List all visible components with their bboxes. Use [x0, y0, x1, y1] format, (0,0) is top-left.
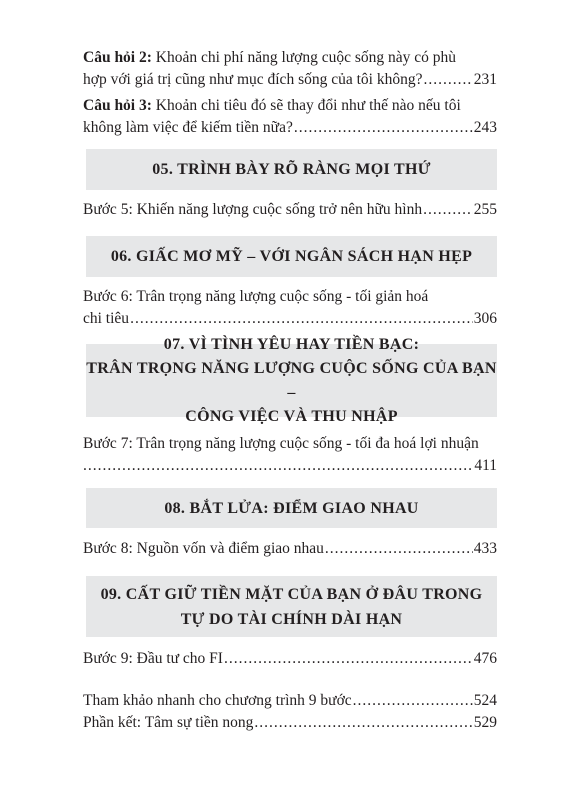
entry-text: không làm việc để kiếm tiền nữa?: [83, 119, 293, 136]
toc-entry-epilogue[interactable]: [83, 712, 497, 734]
page-number: 243: [473, 119, 497, 136]
entry-line: Bước 6: Trân trọng năng lượng cuộc sống - tối giản hoá: [83, 288, 429, 305]
page-number: 529: [473, 714, 497, 731]
entry-line: [83, 95, 497, 117]
section-title: 05. TRÌNH BÀY RÕ RÀNG MỌI THỨ: [152, 161, 431, 178]
entry-text: Phần kết: Tâm sự tiền nong: [83, 714, 254, 731]
section-heading-06: [86, 236, 497, 277]
page-number: 306: [473, 310, 497, 327]
dot-leader: [224, 648, 473, 670]
dot-leader: [325, 538, 473, 560]
entry-line: [83, 712, 497, 734]
section-title: 09. CẤT GIỮ TIỀN MẶT CỦA BẠN Ở ĐÂU TRONG: [100, 585, 483, 603]
entry-line: [83, 690, 497, 712]
entry-line: Bước 7: Trân trọng năng lượng cuộc sống - tối đa hoá lợi nhuận: [83, 435, 479, 452]
entry-text: Bước 8: Nguồn vốn và điểm giao nhau: [83, 540, 324, 557]
dot-leader: [353, 690, 473, 712]
section-title: CÔNG VIỆC VÀ THU NHẬP: [185, 407, 398, 425]
section-heading-08: [86, 488, 497, 528]
entry-line: [83, 117, 497, 139]
entry-line: [83, 199, 497, 221]
section-title: TRÂN TRỌNG NĂNG LƯỢNG CUỘC SỐNG CỦA BẠN –: [86, 359, 497, 401]
toc-entry-question-2[interactable]: [83, 47, 497, 91]
section-heading-09: [86, 576, 497, 637]
entry-line: [83, 69, 497, 91]
entry-line: [83, 538, 497, 560]
entry-line: [83, 308, 497, 330]
entry-text: chi tiêu: [83, 310, 130, 327]
toc-entry-question-3[interactable]: [83, 95, 497, 139]
section-title: 06. GIẤC MƠ MỸ – VỚI NGÂN SÁCH HẠN HẸP: [110, 248, 473, 265]
entry-text: Bước 5: Khiến năng lượng cuộc sống trở nên hữu hình: [83, 201, 423, 218]
question-label: Câu hỏi 2:: [83, 49, 152, 66]
page-number: 411: [474, 457, 497, 474]
page-number: 255: [473, 201, 497, 218]
page-number: 231: [473, 71, 497, 88]
entry-text: hợp với giá trị cũng như mục đích sống của tôi không?: [83, 71, 423, 88]
entry-line: [83, 648, 497, 670]
page-number: 524: [473, 692, 497, 709]
entry-text: Bước 9: Đầu tư cho FI: [83, 650, 223, 667]
section-title: 08. BẮT LỬA: ĐIỂM GIAO NHAU: [164, 499, 419, 517]
entry-line: [83, 455, 497, 477]
toc-entry-step-7[interactable]: [83, 433, 497, 477]
question-label: Câu hỏi 3:: [83, 97, 152, 114]
page-number: 433: [473, 540, 497, 557]
entry-text: Khoản chi tiêu đó sẽ thay đổi như thế nào nếu tôi: [155, 97, 461, 114]
dot-leader: [254, 712, 472, 734]
section-title: TỰ DO TÀI CHÍNH DÀI HẠN: [180, 610, 403, 628]
dot-leader: [130, 308, 473, 330]
section-heading-07: [86, 335, 497, 425]
dot-leader: [423, 199, 473, 221]
toc-entry-quick-reference[interactable]: [83, 690, 497, 712]
toc-entry-step-5[interactable]: [83, 199, 497, 221]
entry-text: Tham khảo nhanh cho chương trình 9 bước: [83, 692, 352, 709]
dot-leader: [294, 117, 473, 139]
section-title: 07. VÌ TÌNH YÊU HAY TIỀN BẠC:: [163, 335, 420, 353]
section-heading-05: [86, 149, 497, 190]
dot-leader: [83, 455, 473, 477]
entry-line: [83, 47, 497, 69]
entry-text: Khoản chi phí năng lượng cuộc sống này có phù: [155, 49, 457, 66]
toc-entry-step-6[interactable]: [83, 286, 497, 330]
toc-entry-step-9[interactable]: [83, 648, 497, 670]
toc-entry-step-8[interactable]: [83, 538, 497, 560]
dot-leader: [423, 69, 472, 91]
page-number: 476: [473, 650, 497, 667]
